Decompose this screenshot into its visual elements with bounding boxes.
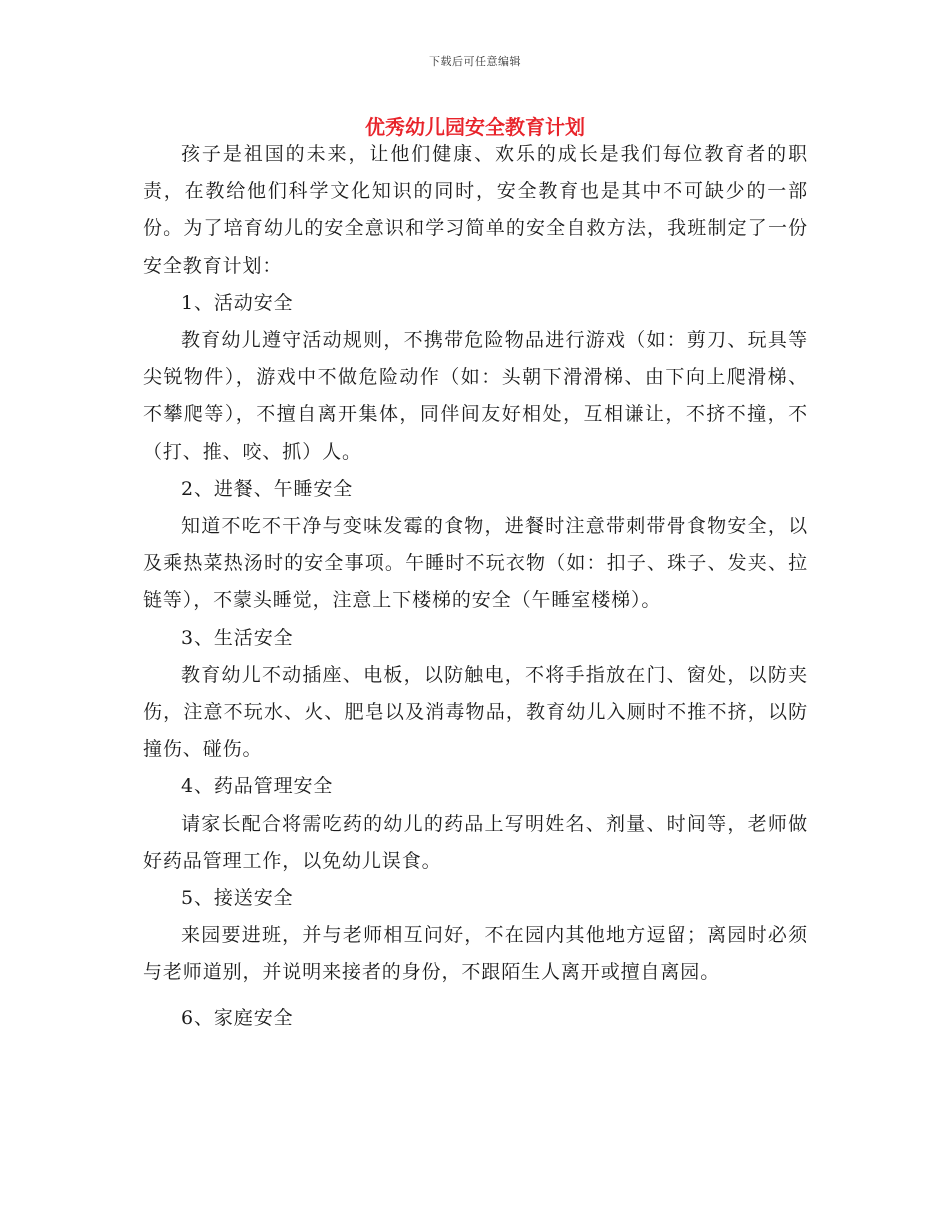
section-body-life-safety: 教育幼儿不动插座、电板，以防触电，不将手指放在门、窗处，以防夹伤，注意不玩水、火、肥皂以及消毒物品，教育幼儿入厕时不推不挤，以防撞伤、碰伤。 <box>143 663 808 761</box>
section-heading-activity-safety: 1、活动安全 <box>181 291 294 314</box>
section-heading-meal-nap-safety: 2、进餐、午睡安全 <box>181 477 354 500</box>
section-body-medicine-safety: 请家长配合将需吃药的幼儿的药品上写明姓名、剂量、时间等，老师做好药品管理工作，以免幼儿误食。 <box>143 812 808 872</box>
section-body-activity-safety: 教育幼儿遵守活动规则，不携带危险物品进行游戏（如：剪刀、玩具等尖锐物件），游戏中不做危险动作（如：头朝下滑滑梯、由下向上爬滑梯、不攀爬等），不擅自离开集体，同伴间友好相处，互相谦让，不挤不撞，不（打、推、咬、抓）人。 <box>143 329 808 463</box>
page-header-note: 下载后可任意编辑 <box>429 55 521 68</box>
intro-paragraph: 孩子是祖国的未来，让他们健康、欢乐的成长是我们每位教育者的职责，在教给他们科学文化知识的同时，安全教育也是其中不可缺少的一部份。为了培育幼儿的安全意识和学习简单的安全自救方法，我班制定了一份安全教育计划： <box>143 143 808 277</box>
section-heading-life-safety: 3、生活安全 <box>181 626 294 649</box>
document-body <box>143 136 808 1037</box>
section-heading-home-safety: 6、家庭安全 <box>181 1006 294 1029</box>
section-body-meal-nap-safety: 知道不吃不干净与变味发霉的食物，进餐时注意带刺带骨食物安全，以及乘热菜热汤时的安全事项。午睡时不玩衣物（如：扣子、珠子、发夹、拉链等），不蒙头睡觉，注意上下楼梯的安全（午睡室楼梯）。 <box>143 515 808 612</box>
section-heading-pickup-safety: 5、接送安全 <box>181 887 294 910</box>
section-body-pickup-safety: 来园要进班，并与老师相互问好，不在园内其他地方逗留；离园时必须与老师道别，并说明来接者的身份，不跟陌生人离开或擅自离园。 <box>143 924 808 984</box>
section-heading-medicine-safety: 4、药品管理安全 <box>181 775 334 798</box>
document-title: 优秀幼儿园安全教育计划 <box>365 115 585 139</box>
